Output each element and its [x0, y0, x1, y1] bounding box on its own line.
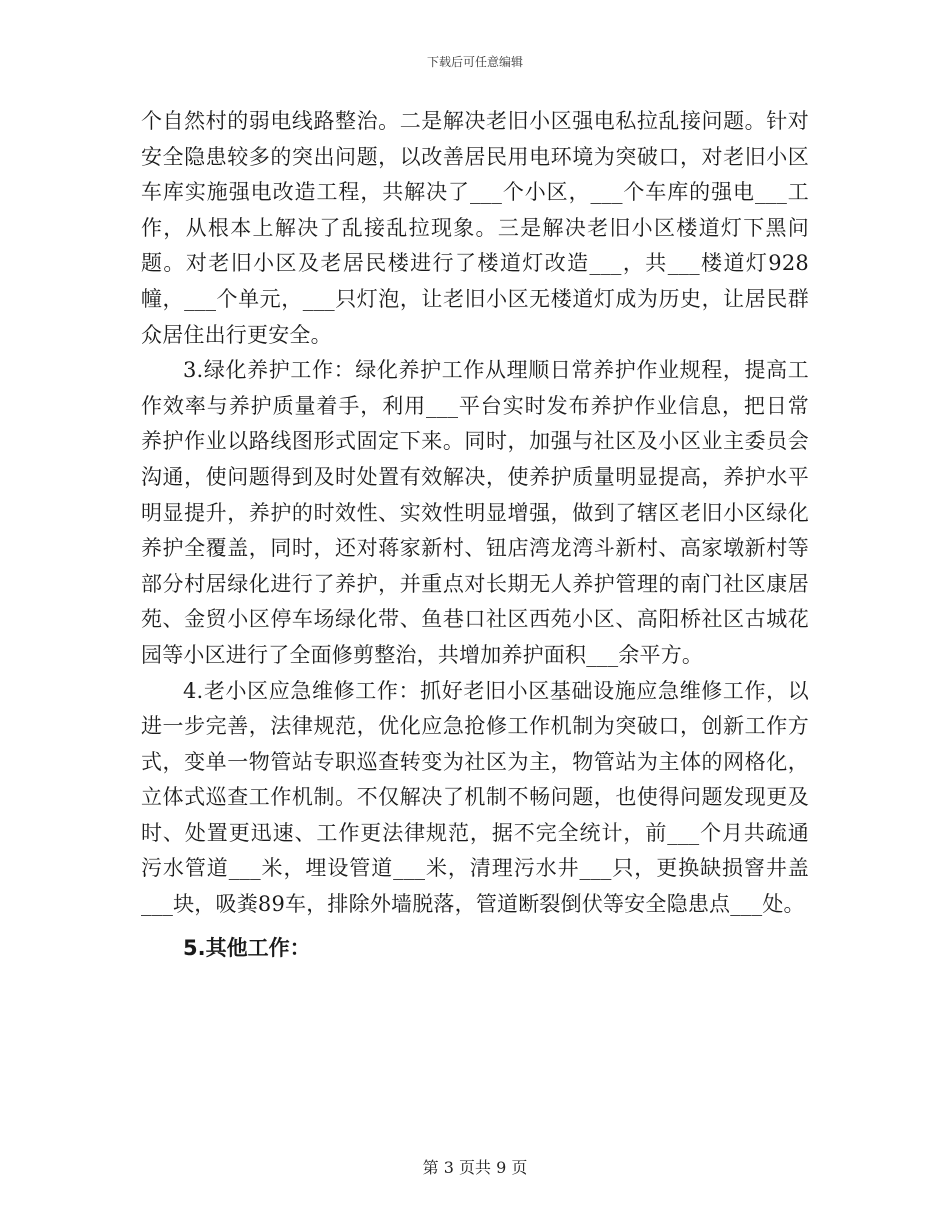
- page-header-note: 下载后可任意编辑: [426, 55, 523, 69]
- paragraph-electric-renovation: 个自然村的弱电线路整治。二是解决老旧小区强电私拉乱接问题。针对安全隐患较多的突出问题，以改善居民用电环境为突破口，对老旧小区车库实施强电改造工程，共解决了___个小区，___个车库的强电___工作，从根本上解决了乱接乱拉现象。三是解决老旧小区楼道灯下黑问题。对老旧小区及老居民楼进行了楼道灯改造___，共___楼道灯928幢，___个单元，___只灯泡，让老旧小区无楼道灯成为历史，让居民群众居住出行更安全。: [141, 109, 809, 347]
- paragraph-emergency-repair: 4.老小区应急维修工作：抓好老旧小区基础设施应急维修工作，以进一步完善，法律规范，优化应急抢修工作机制为突破口，创新工作方式，变单一物管站专职巡查转变为社区为主，物管站为主体的网格化，立体式巡查工作机制。不仅解决了机制不畅问题，也使得问题发现更及时、处置更迅速、工作更法律规范，据不完全统计，前___个月共疏通污水管道___米，埋设管道___米，清理污水井___只，更换缺损窨井盖___块，吸粪89车，排除外墙脱落，管道断裂倒伏等安全隐患点___处。: [141, 678, 809, 917]
- document-body: [141, 104, 809, 966]
- page-number: 第 3 页共 9 页: [422, 1158, 528, 1177]
- paragraph-greening-maintenance: 3.绿化养护工作：绿化养护工作从理顺日常养护作业规程，提高工作效率与养护质量着手，利用___平台实时发布养护作业信息，把日常养护作业以路线图形式固定下来。同时，加强与社区及小区业主委员会沟通，使问题得到及时处置有效解决，使养护质量明显提高，养护水平明显提升，养护的时效性、实效性明显增强，做到了辖区老旧小区绿化养护全覆盖，同时，还对蒋家新村、钮店湾龙湾斗新村、高家墩新村等部分村居绿化进行了养护，并重点对长期无人养护管理的南门社区康居苑、金贸小区停车场绿化带、鱼巷口社区西苑小区、高阳桥社区古城花园等小区进行了全面修剪整治，共增加养护面积___余平方。: [141, 358, 809, 667]
- section-heading-other-work: 5.其他工作：: [183, 935, 311, 960]
